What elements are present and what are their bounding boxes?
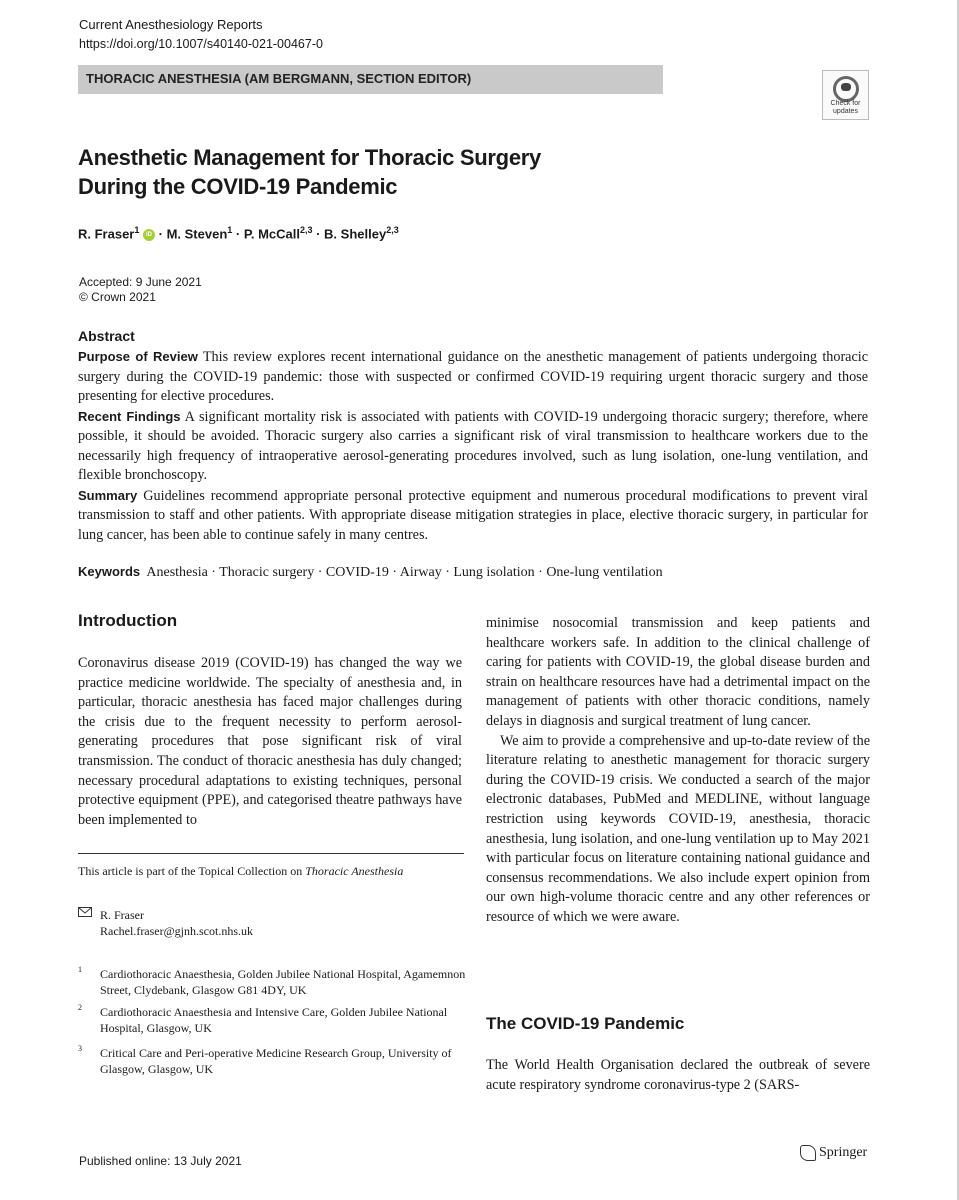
keywords [78, 564, 663, 581]
keywords-text: Anesthesia · Thoracic surgery · COVID-19 · Airway · Lung isolation · One-lung ventilation [146, 565, 663, 580]
publisher-logo [800, 1145, 867, 1161]
abstract-purpose-label: Purpose of Review [78, 349, 198, 364]
intro-paragraph-2: We aim to provide a comprehensive and up-to-date review of the literature relating to anesthetic management for thoracic surgery during the COVID-19 crisis. We conducted a search of the major electronic databases, PubMed and MEDLINE, without language restriction using keywords COVID-19, anesthesia, thoracic anesthesia, lung isolation, and one-lung ventilation up to May 2021 with particular focus on literature containing national guidance and consensus recommendations. We also include expert opinion from our own high-volume thoracic centre and any other references or resource of which we were aware. [486, 732, 870, 925]
section-label: THORACIC ANESTHESIA (AM BERGMANN, SECTION EDITOR) [86, 71, 472, 86]
copyright: © Crown 2021 [79, 290, 156, 304]
affiliation-number: 1 [78, 965, 82, 974]
pandemic-text [486, 1056, 870, 1095]
section-banner [78, 65, 663, 94]
accepted-date: Accepted: 9 June 2021 [79, 275, 202, 289]
author-list: R. Fraser$^1$ iD · M. Steven$^1$ · P. McCall$^{2,3}$ · B. Shelley$^{2,3}$ [78, 225, 399, 242]
author-affiliation: 1 [227, 225, 233, 235]
intro-paragraph-1: Coronavirus disease 2019 (COVID-19) has changed the way we practice medicine worldwide. The specialty of anesthesia and, in particular, thoracic anesthesia has faced major challenges during the crisis due to the frequent necessity to perform aerosol-generating procedures that pose significant risk of viral transmission. The conduct of thoracic anesthesia has duly changed; necessary procedural adaptations to existing techniques, personal protective equipment (PPE), and categorised theatre pathways have been implemented to [78, 655, 462, 828]
journal-name: Current Anesthesiology Reports [79, 17, 263, 32]
author-name[interactable]: B. Shelley [324, 226, 387, 242]
orcid-icon[interactable]: iD [143, 229, 155, 241]
pandemic-heading: The COVID-19 Pandemic [486, 1014, 685, 1033]
abstract-heading: Abstract [78, 328, 135, 344]
affiliation-2 [78, 1004, 468, 1036]
keywords-label: Keywords [78, 564, 141, 579]
author-name[interactable]: P. McCall [243, 226, 300, 242]
author-affiliation: 2,3 [386, 225, 399, 235]
published-date: Published online: 13 July 2021 [79, 1154, 242, 1168]
affiliation-number: 3 [78, 1044, 82, 1053]
abstract-purpose-text: This review explores recent international guidance on the anesthetic management of patients undergoing thoracic surgery during the COVID-19 pandemic: those with suspected or confirmed COVID-19 requiring urgent thoracic surgery and those presenting for elective procedures. [78, 349, 869, 404]
doi-link[interactable]: https://doi.org/10.1007/s40140-021-00467-0 [79, 37, 323, 51]
abstract-body [78, 347, 868, 545]
title-line-1: Anesthetic Management for Thoracic Surgery [78, 145, 541, 170]
abstract-summary-label: Summary [78, 487, 138, 503]
abstract-summary-text: Guidelines recommend appropriate personal protective equipment and numerous procedural modifications to prevent viral transmission to staff and other patients. With appropriate disease mitigation strategies in place, elective thoracic surgery, in particular for lung cancer, has been able to continue safely in many centres. [78, 487, 868, 543]
abstract-findings [78, 407, 868, 486]
topical-collection-note [78, 864, 403, 879]
contact-name: R. Fraser [100, 908, 144, 922]
affiliation-text: Cardiothoracic Anaesthesia, Golden Jubilee National Hospital, Agamemnon Street, Clydebank, Glasgow G81 4DY, UK [100, 967, 466, 997]
abstract-summary [78, 486, 868, 546]
topical-collection-link[interactable]: Thoracic Anesthesia [305, 864, 404, 878]
author-affiliation: 1 [134, 225, 140, 235]
check-updates-label: Check for updates [830, 100, 861, 115]
springer-horse-icon [800, 1145, 816, 1161]
title-line-2: During the COVID-19 Pandemic [78, 174, 398, 199]
abstract-findings-text: A significant mortality risk is associated with patients with COVID-19 undergoing thoracic surgery; therefore, where possible, it should be avoided. Thoracic surgery also carries a significant risk of viral transmission to healthcare workers due to the necessarily high frequency of intraoperative aerosol-generating procedures involved, such as lung isolation, one-lung ventilation, and flexible bronchoscopy. [78, 408, 868, 483]
author-affiliation: 2,3 [299, 225, 313, 235]
publisher-name: Springer [819, 1145, 868, 1161]
author-name[interactable]: M. Steven [166, 226, 228, 242]
abstract-findings-label: Recent Findings [78, 408, 181, 424]
left-column-text [78, 654, 462, 830]
contact-email[interactable]: Rachel.fraser@gjnh.scot.nhs.uk [100, 924, 254, 938]
intro-paragraph-1-continued: minimise nosocomial transmission and keep patients and healthcare workers safe. In addition to the clinical challenge of caring for patients with COVID-19, the global disease burden and strain on healthcare resources have had a detrimental impact on the management of patients with other thoracic conditions, namely delays in diagnosis and surgical treatment of lung cancer. [486, 615, 870, 729]
abstract-purpose [78, 347, 868, 407]
check-for-updates-badge[interactable] [822, 70, 869, 120]
affiliation-1 [78, 966, 468, 998]
affiliation-3 [78, 1045, 468, 1077]
affiliation-text: Critical Care and Peri-operative Medicine Research Group, University of Glasgow, Glasgow, UK [100, 1046, 452, 1076]
author-name[interactable]: R. Fraser [78, 226, 135, 242]
introduction-heading: Introduction [78, 611, 178, 630]
affiliation-number: 2 [78, 1003, 82, 1012]
right-column-text [486, 614, 870, 928]
affiliation-text: Cardiothoracic Anaesthesia and Intensive Care, Golden Jubilee National Hospital, Glasgow, UK [100, 1005, 448, 1035]
article-title [78, 143, 598, 201]
footnote-divider [78, 853, 464, 854]
envelope-icon [78, 907, 92, 917]
pandemic-paragraph-1: The World Health Organisation declared the outbreak of severe acute respiratory syndrome coronavirus-type 2 (SARS- [486, 1057, 870, 1093]
topical-prefix: This article is part of the Topical Collection on [78, 864, 303, 878]
check-updates-icon [833, 76, 859, 102]
